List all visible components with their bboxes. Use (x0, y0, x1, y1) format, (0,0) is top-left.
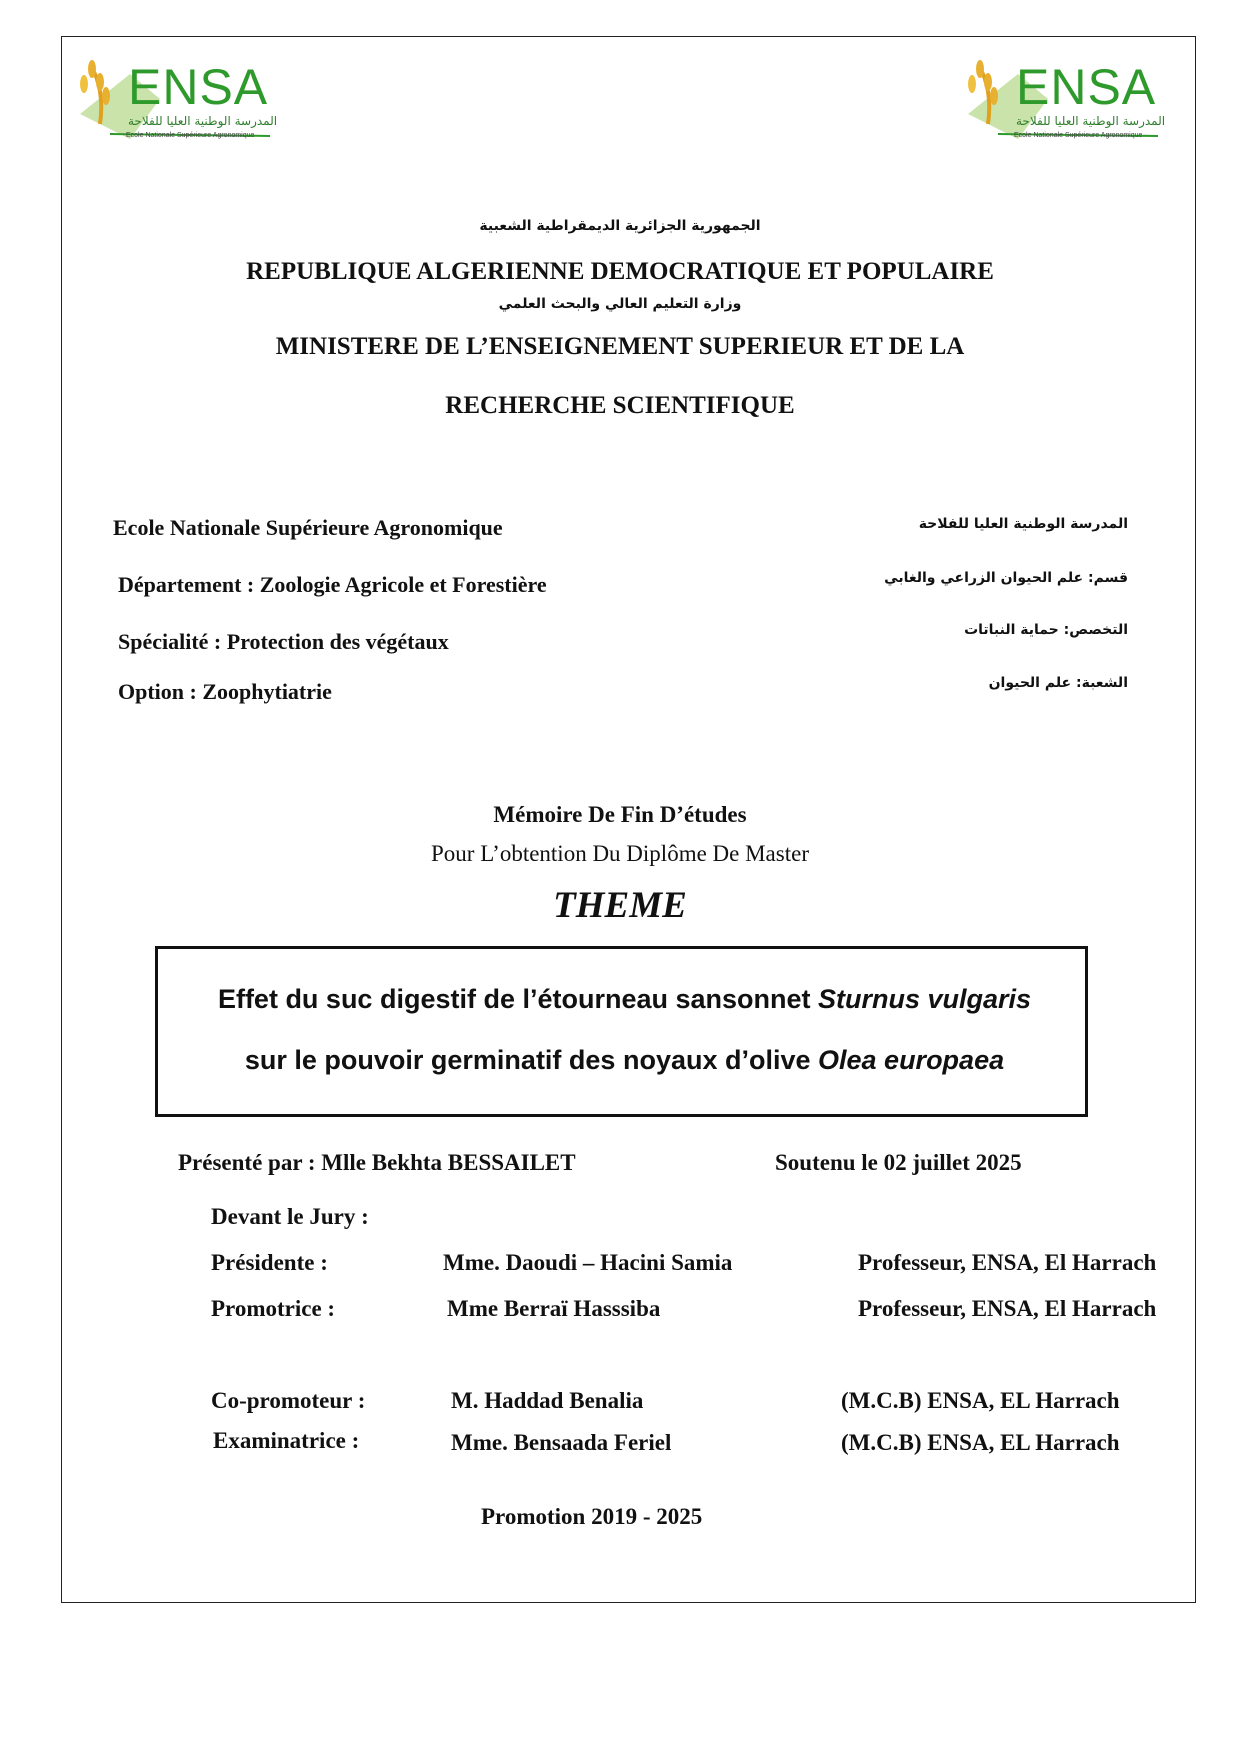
jury-role: Présidente : (211, 1250, 328, 1275)
jury-title: Professeur, ENSA, El Harrach (858, 1250, 1157, 1275)
memoire-subtitle: Pour L’obtention Du Diplôme De Master (431, 841, 809, 866)
species-sturnus: Sturnus vulgaris (818, 984, 1032, 1014)
promotion: Promotion 2019 - 2025 (481, 1504, 703, 1529)
jury-name: Mme. Bensaada Feriel (451, 1430, 672, 1455)
logo-subtitle: Ecole Nationale Supérieure Agronomique (126, 132, 255, 139)
logo-title: ENSA (1016, 59, 1157, 115)
school-name: Ecole Nationale Supérieure Agronomique (113, 515, 503, 540)
logo-arabic: المدرسة الوطنية العليا للفلاحة (1016, 114, 1166, 128)
theme-line-2 (158, 1045, 1091, 1076)
theme-line-2-text: sur le pouvoir germinatif des noyaux d’olive (244, 1045, 819, 1075)
jury-name: Mme Berraï Hasssiba (447, 1296, 661, 1321)
jury-name: M. Haddad Benalia (451, 1388, 644, 1413)
department: Département : Zoologie Agricole et Forestière (118, 572, 547, 597)
theme-line-1 (158, 984, 1091, 1015)
logo-arabic: المدرسة الوطنية العليا للفلاحة (128, 114, 278, 128)
jury-title: (M.C.B) ENSA, EL Harrach (841, 1430, 1120, 1455)
logo-subtitle: Ecole Nationale Supérieure Agronomique (1014, 132, 1143, 139)
arabic-speciality: التخصص: حماية النباتات (964, 622, 1128, 638)
theme-box (155, 946, 1088, 1117)
jury-role: Examinatrice : (213, 1428, 360, 1453)
jury-title: Professeur, ENSA, El Harrach (858, 1296, 1157, 1321)
option: Option : Zoophytiatrie (118, 679, 332, 704)
jury-role: Co-promoteur : (211, 1388, 366, 1413)
theme-label: THEME (553, 885, 687, 926)
arabic-department: قسم: علم الحيوان الزراعي والغابي (884, 570, 1128, 586)
defense-date: Soutenu le 02 juillet 2025 (775, 1150, 1022, 1175)
ministry-title-line2: RECHERCHE SCIENTIFIQUE (445, 392, 795, 419)
species-olea: Olea europaea (818, 1045, 1005, 1075)
logo-title: ENSA (128, 59, 269, 115)
jury-name: Mme. Daoudi – Hacini Samia (443, 1250, 733, 1275)
arabic-option: الشعبة: علم الحيوان (988, 675, 1128, 691)
ministry-title-line1: MINISTERE DE L’ENSEIGNEMENT SUPERIEUR ET DE LA (275, 333, 965, 360)
memoire-title: Mémoire De Fin D’études (493, 802, 747, 827)
presented-by: Présenté par : Mlle Bekhta BESSAILET (178, 1150, 576, 1175)
jury-heading: Devant le Jury : (211, 1204, 369, 1229)
republic-title: REPUBLIQUE ALGERIENNE DEMOCRATIQUE ET POPULAIRE (246, 258, 994, 285)
jury-role: Promotrice : (211, 1296, 336, 1321)
arabic-republic: الجمهورية الجزائرية الديمقراطية الشعبية (479, 218, 761, 234)
jury-title: (M.C.B) ENSA, EL Harrach (841, 1388, 1120, 1413)
ensa-logo-left (70, 44, 285, 144)
ensa-logo-right (958, 44, 1173, 144)
theme-line-1-text: Effet du suc digestif de l’étourneau sansonnet (217, 984, 819, 1014)
arabic-ministry: وزارة التعليم العالي والبحث العلمي (498, 296, 742, 312)
speciality: Spécialité : Protection des végétaux (118, 629, 449, 654)
arabic-school: المدرسة الوطنية العليا للفلاحة (918, 516, 1128, 532)
